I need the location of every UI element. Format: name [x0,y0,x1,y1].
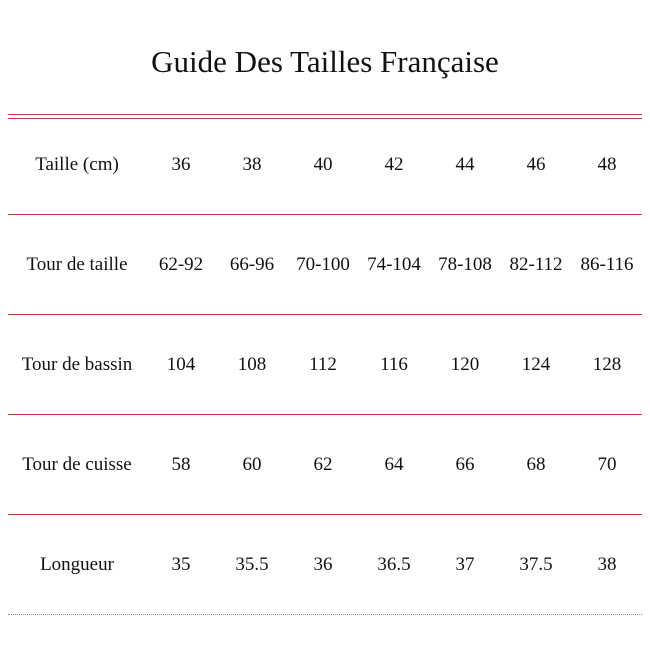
table-cell: 60 [242,454,262,475]
table-cell: 104 [166,354,196,375]
table-cell: 124 [521,354,551,375]
table-cell: 82-112 [509,254,563,275]
row-label: Tour de cuisse [22,454,132,475]
table-cell: 42 [384,154,404,175]
table-cell: 108 [237,354,267,375]
table-cell: 44 [455,154,475,175]
table-cell: 46 [526,154,546,175]
table-cell: 36 [313,554,333,575]
row-label: Longueur [40,554,114,575]
row-label: Taille (cm) [35,154,119,175]
table-cell: 86-116 [580,254,634,275]
table-row-longueur [8,515,642,615]
table-cell: 35.5 [235,554,269,575]
row-label: Tour de bassin [21,354,133,375]
table-cell: 70 [597,454,617,475]
table-cell: 128 [592,354,622,375]
table-cell: 35 [171,554,191,575]
table-cell: 68 [526,454,546,475]
table-row-tour-de-taille [8,215,642,315]
table-cell: 48 [597,154,617,175]
table-cell: 78-108 [438,254,492,275]
size-table [8,115,642,615]
page-title: Guide Des Tailles Française [151,44,499,79]
table-cell: 64 [384,454,404,475]
table-cell: 37 [455,554,475,575]
table-cell: 116 [380,354,408,375]
table-cell: 112 [309,354,337,375]
table-cell: 62 [313,454,333,475]
table-cell: 62-92 [158,254,204,275]
table-cell: 38 [242,154,262,175]
table-cell: 70-100 [296,254,350,275]
table-cell: 74-104 [367,254,421,275]
table-cell: 58 [171,454,191,475]
table-cell: 120 [450,354,480,375]
table-cell: 40 [313,154,333,175]
table-cell: 66 [455,454,475,475]
table-cell: 37.5 [519,554,553,575]
table-cell: 66-96 [229,254,275,275]
table-cell: 38 [597,554,617,575]
table-row-tour-de-cuisse [8,415,642,515]
row-label: Tour de taille [26,254,128,275]
table-cell: 36 [171,154,191,175]
table-row-tour-de-bassin [8,315,642,415]
table-row-taille [8,115,642,215]
table-cell: 36.5 [377,554,411,575]
